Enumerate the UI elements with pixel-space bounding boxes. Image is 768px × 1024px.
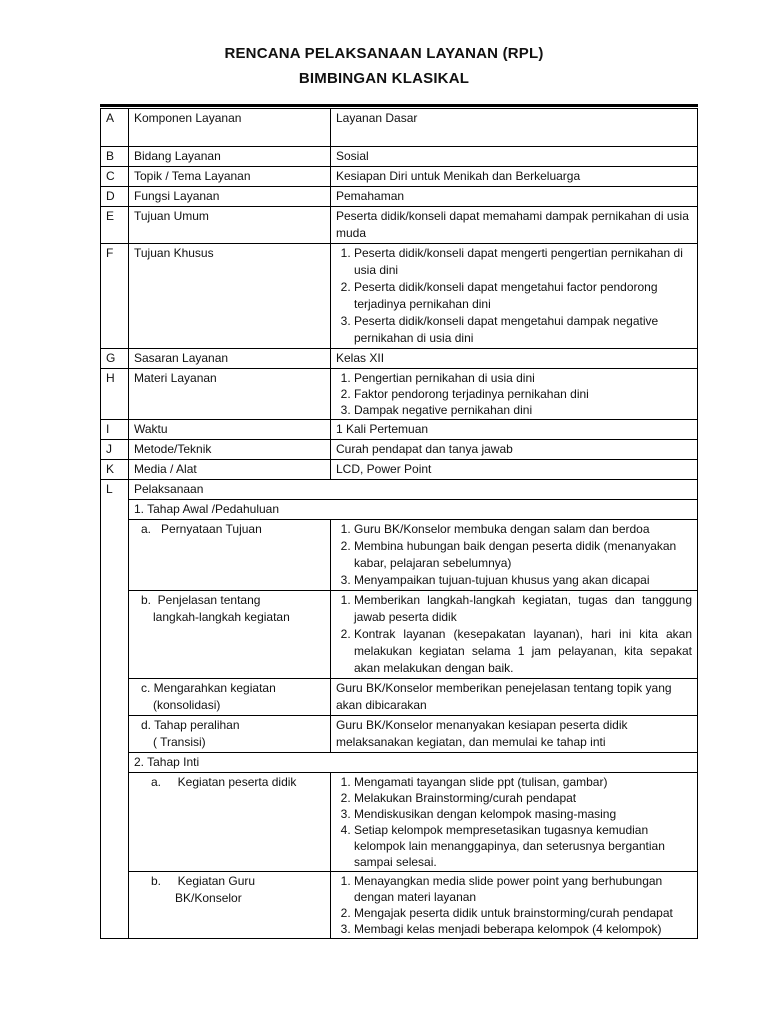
step-value [331,872,698,939]
table-row [101,420,698,440]
table-row [101,520,698,591]
row-code: I [101,420,129,440]
table-row [101,773,698,872]
list-item: 2. Membina hubungan baik dengan peserta didik (menanyakan kabar, pelajaran sebelumnya) [354,538,692,572]
table-row [101,349,698,369]
step-list [336,592,692,677]
stage-heading: 1. Tahap Awal /Pedahuluan [129,500,698,520]
rpl-table [100,108,698,939]
list-item: 1. Guru BK/Konselor membuka dengan salam dan berdoa [354,521,692,538]
list-item: 2. Kontrak layanan (kesepakatan layanan), hari ini kita akan melakukan kegiatan selama 1 jam pelayanan, kita sepakat akan melakukan dengan baik. [354,626,692,677]
row-value: Layanan Dasar [331,109,698,147]
list-item: 4. Setiap kelompok mempresetasikan tugasnya kemudian kelompok lain menanggapinya, dan seterusnya bergantian sampai selesai. [354,822,692,870]
list-item: 2. Faktor pendorong terjadinya pernikahan dini [354,386,692,402]
table-row [101,716,698,753]
list-item: 3. Mendiskusikan dengan kelompok masing-masing [354,806,692,822]
step-label-line: (konsolidasi) [153,698,221,712]
row-label: Materi Layanan [129,369,331,420]
row-value: Sosial [331,147,698,167]
list-item: 3. Membagi kelas menjadi beberapa kelompok (4 kelompok) [354,921,692,937]
list-item: 2. Melakukan Brainstorming/curah pendapat [354,790,692,806]
step-label-line: ( Transisi) [153,735,206,749]
table-row [101,147,698,167]
row-label: Topik / Tema Layanan [129,167,331,187]
list-item: 3. Peserta didik/konseli dapat mengetahui dampak negative pernikahan di usia dini [354,313,692,347]
row-value: Kesiapan Diri untuk Menikah dan Berkeluarga [331,167,698,187]
table-row [101,591,698,679]
table-row [101,167,698,187]
step-label-line: BK/Konselor [175,891,242,905]
step-label: a. Kegiatan peserta didik [129,773,331,872]
section-heading: Pelaksanaan [129,480,698,500]
row-value: LCD, Power Point [331,460,698,480]
row-code: C [101,167,129,187]
row-code: E [101,207,129,244]
row-code: H [101,369,129,420]
table-row [101,679,698,716]
step-label: a. Pernyataan Tujuan [129,520,331,591]
table-row [101,369,698,420]
step-label [129,679,331,716]
step-label [129,591,331,679]
row-label: Tujuan Umum [129,207,331,244]
row-label: Metode/Teknik [129,440,331,460]
list-item: 1. Memberikan langkah-langkah kegiatan, tugas dan tanggung jawab peserta didik [354,592,692,626]
row-code: K [101,460,129,480]
row-label: Sasaran Layanan [129,349,331,369]
row-label: Komponen Layanan [129,109,331,147]
row-code: G [101,349,129,369]
row-code: J [101,440,129,460]
step-value [331,773,698,872]
step-value: Guru BK/Konselor menanyakan kesiapan peserta didik melaksanakan kegiatan, dan memulai ke tahap inti [331,716,698,753]
stage-heading: 2. Tahap Inti [129,753,698,773]
table-row [101,872,698,939]
list-item: 1. Mengamati tayangan slide ppt (tulisan, gambar) [354,774,692,790]
table-row [101,460,698,480]
step-list [336,873,692,937]
step-label [129,872,331,939]
tujuan-khusus-list [336,245,692,347]
row-label: Waktu [129,420,331,440]
step-list [336,774,692,870]
row-label: Tujuan Khusus [129,244,331,349]
row-code: D [101,187,129,207]
table-row [101,480,698,500]
row-code: F [101,244,129,349]
row-code: L [101,480,129,939]
step-value [331,591,698,679]
step-label-line: b. Kegiatan Guru [151,874,256,888]
list-item: 1. Peserta didik/konseli dapat mengerti pengertian pernikahan di usia dini [354,245,692,279]
list-item: 1. Pengertian pernikahan di usia dini [354,370,692,386]
step-value: Guru BK/Konselor memberikan penejelasan tentang topik yang akan dibicarakan [331,679,698,716]
step-label-line: c. Mengarahkan kegiatan [141,681,276,695]
title-rule [100,104,698,107]
row-value: 1 Kali Pertemuan [331,420,698,440]
row-label: Media / Alat [129,460,331,480]
table-row [101,440,698,460]
step-label-line: d. Tahap peralihan [141,718,240,732]
table-row [101,109,698,147]
row-value: Kelas XII [331,349,698,369]
row-value [331,244,698,349]
list-item: 1. Menayangkan media slide power point yang berhubungan dengan materi layanan [354,873,692,905]
table-row [101,187,698,207]
list-item: 3. Menyampaikan tujuan-tujuan khusus yang akan dicapai [354,572,692,589]
step-label-line: b. Penjelasan tentang [141,593,261,607]
row-value: Peserta didik/konseli dapat memahami dampak pernikahan di usia muda [331,207,698,244]
row-code: A [101,109,129,147]
document-subtitle: BIMBINGAN KLASIKAL [298,70,470,87]
table-row [101,244,698,349]
step-value [331,520,698,591]
table-row [101,753,698,773]
list-item: 2. Mengajak peserta didik untuk brainstorming/curah pendapat [354,905,692,921]
step-label [129,716,331,753]
row-value [331,369,698,420]
row-value: Pemahaman [331,187,698,207]
list-item: 2. Peserta didik/konseli dapat mengetahui factor pendorong terjadinya pernikahan dini [354,279,692,313]
list-item: 3. Dampak negative pernikahan dini [354,402,692,418]
row-value: Curah pendapat dan tanya jawab [331,440,698,460]
table-row [101,207,698,244]
row-label: Fungsi Layanan [129,187,331,207]
row-code: B [101,147,129,167]
materi-list [336,370,692,418]
row-label: Bidang Layanan [129,147,331,167]
step-label-line: langkah-langkah kegiatan [153,610,290,624]
table-row [101,500,698,520]
step-list [336,521,692,589]
document-title: RENCANA PELAKSANAAN LAYANAN (RPL) [224,45,544,62]
